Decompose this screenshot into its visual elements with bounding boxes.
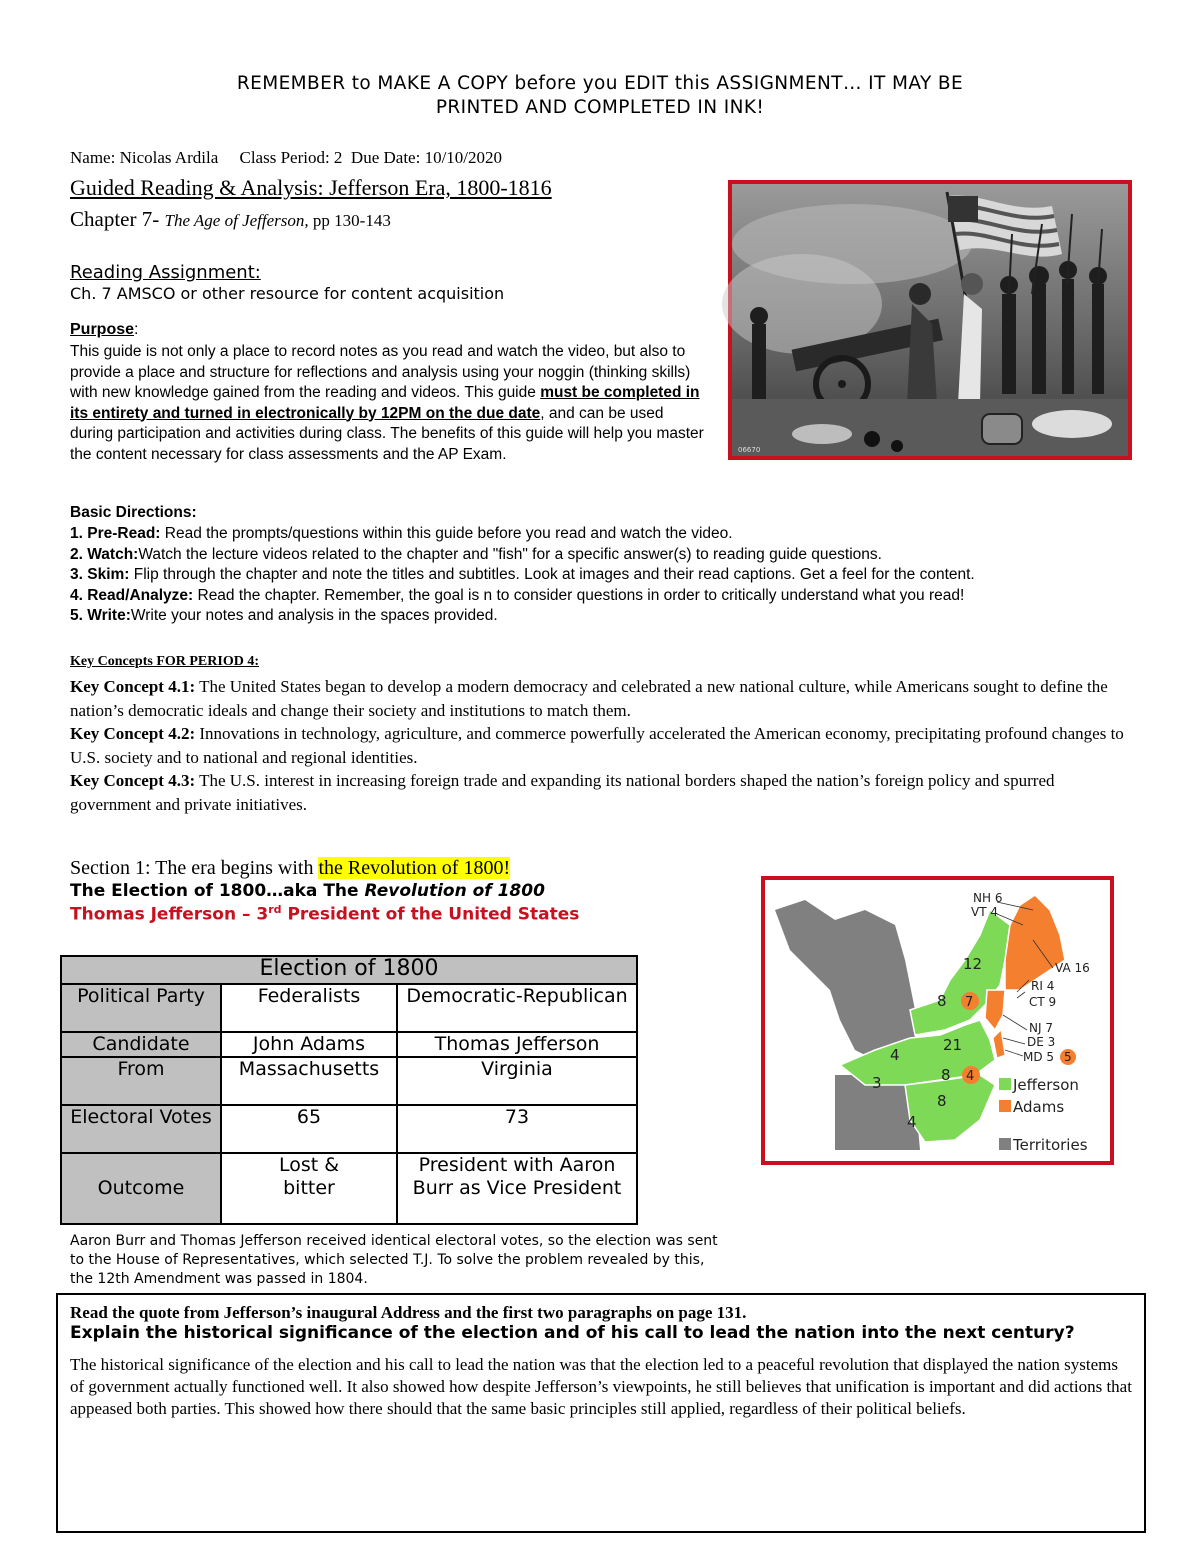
republican-cell: Thomas Jefferson xyxy=(397,1032,637,1057)
direction-text: Flip through the chapter and note the titles and subtitles. Look at images and their read captions. Get a feel for the content. xyxy=(129,566,975,583)
section-1-title-highlight: the Revolution of 1800! xyxy=(318,857,511,879)
direction-label: 2. Watch: xyxy=(70,545,139,563)
map-label-nj: NJ 7 xyxy=(1029,1021,1053,1035)
legend-territories-label: Territories xyxy=(1013,1136,1088,1154)
direction-label: 4. Read/Analyze: xyxy=(70,586,194,604)
ga-votes: 4 xyxy=(907,1113,917,1131)
purpose-heading-label: Purpose xyxy=(70,321,135,338)
table-title: Election of 1800 xyxy=(61,956,637,984)
map-label-de: DE 3 xyxy=(1027,1035,1056,1049)
row-label: Candidate xyxy=(61,1032,221,1057)
purpose-colon: : xyxy=(134,321,139,338)
adams-delaware xyxy=(993,1030,1005,1058)
row-label: From xyxy=(61,1057,221,1105)
row-label: Outcome xyxy=(61,1153,221,1224)
jefferson-line-text: Thomas Jefferson – 3 xyxy=(70,904,269,925)
key-concept-item xyxy=(70,722,1130,769)
territory-northwest xyxy=(775,900,915,1065)
md-adams-votes: 5 xyxy=(1064,1050,1072,1064)
battle-engraving-image xyxy=(732,184,1128,456)
election-map xyxy=(761,876,1114,1165)
quote-prompt: Read the quote from Jefferson’s inaugural Address and the first two paragraphs on page 131. xyxy=(70,1303,747,1322)
federalist-cell xyxy=(221,1153,397,1224)
table-row xyxy=(61,1032,637,1057)
purpose-text-1: This guide is not only a place to record notes as you read and watch the video, but also to provide a place and structure for reflections and analysis using your noggin (thinking skills) with new knowledge gained from the reading and videos. This guide xyxy=(70,343,691,401)
table-title-row xyxy=(61,956,637,984)
key-concept-label: Key Concept 4.3: xyxy=(70,771,196,790)
direction-text: Watch the lecture videos related to the chapter and "fish" for a specific answer(s) to reading guide questions. xyxy=(138,545,882,563)
section-1-subtitle xyxy=(70,881,545,901)
image-catalog-number: 06670 xyxy=(738,446,761,454)
key-concept-text: The United States began to develop a modern democracy and celebrated a new national culture, while Americans sought to define the nation’s democratic ideals and change their society and institutions to match them. xyxy=(70,677,1108,720)
analysis-question: Explain the historical significance of the election and of his call to lead the nation into the next century? xyxy=(70,1323,1075,1343)
row-label: Political Party xyxy=(61,984,221,1032)
adams-new-jersey xyxy=(985,990,1005,1030)
federalist-cell: John Adams xyxy=(221,1032,397,1057)
reading-assignment-text: Ch. 7 AMSCO or other resource for content acquisition xyxy=(70,284,505,303)
map-label-md: MD 5 xyxy=(1023,1050,1055,1064)
student-answer[interactable]: The historical significance of the election and his call to lead the nation was that the election led to a peaceful revolution that displayed the nation systems of government actually functioned well. It also showed how despite Jefferson’s viewpoints, he still believes that unification is important and did actions that appeased both parties. This showed how there should that the same basic principles still applied, regardless of their political beliefs. xyxy=(70,1355,1132,1418)
directions-heading: Basic Directions: xyxy=(70,504,197,521)
jefferson-line-ordinal: rd xyxy=(268,903,282,916)
key-concepts-heading: Key Concepts FOR PERIOD 4: xyxy=(70,654,259,669)
key-concept-item xyxy=(70,769,1130,816)
direction-item xyxy=(70,565,975,586)
election-map-graphic xyxy=(765,880,1110,1161)
nc-adams-votes: 4 xyxy=(966,1069,975,1084)
section-1-title xyxy=(70,857,510,880)
section-1-subtitle-italic: Revolution of 1800 xyxy=(364,881,545,901)
section-1-title-text: Section 1: The era begins with xyxy=(70,857,319,879)
sc-votes: 8 xyxy=(937,1092,947,1110)
republican-cell: Virginia xyxy=(397,1057,637,1105)
direction-label: 3. Skim: xyxy=(70,566,130,583)
section-1-jefferson-line xyxy=(70,903,579,925)
chapter-label: Chapter 7- xyxy=(70,207,165,231)
jefferson-southern-states xyxy=(905,1075,995,1142)
direction-item xyxy=(70,545,975,566)
key-concepts-list xyxy=(70,675,1130,816)
reading-assignment-heading: Reading Assignment: xyxy=(70,262,261,283)
direction-item xyxy=(70,586,975,607)
direction-item xyxy=(70,524,975,545)
republican-cell: President with Aaron Burr as Vice President xyxy=(397,1153,637,1224)
legend-jefferson-swatch xyxy=(999,1078,1011,1090)
direction-label: 1. Pre-Read: xyxy=(70,525,161,542)
key-concept-label: Key Concept 4.2: xyxy=(70,724,196,743)
burr-tie-note: Aaron Burr and Thomas Jefferson received identical electoral votes, so the election was sent to the House of Representatives, which selected T.J. To solve the problem revealed by this, the 12th Amendment was passed in 1804. xyxy=(70,1233,718,1287)
va-votes: 21 xyxy=(943,1036,963,1054)
direction-label: 5. Write: xyxy=(70,607,131,624)
directions-list xyxy=(70,524,975,627)
banner-line-2: PRINTED AND COMPLETED IN INK! xyxy=(435,97,765,118)
student-info-line: Name: Nicolas Ardila Class Period: 2 Due Date: 10/10/2020 xyxy=(70,148,503,167)
battle-illustration xyxy=(728,180,1132,460)
copy-reminder-banner xyxy=(0,72,1200,120)
map-label-vt: VT 4 xyxy=(971,905,998,919)
federalist-cell: Federalists xyxy=(221,984,397,1032)
chapter-pages: pp 130-143 xyxy=(308,211,391,230)
nc-jeff-votes: 8 xyxy=(941,1066,951,1084)
ky-votes: 4 xyxy=(890,1046,900,1064)
table-row xyxy=(61,1105,637,1153)
outcome-federalist: Lost & bitter xyxy=(278,1154,340,1199)
tn-votes: 3 xyxy=(872,1074,882,1092)
page-title: Guided Reading & Analysis: Jefferson Era, 1800-1816 xyxy=(70,175,552,200)
key-concept-item xyxy=(70,675,1130,722)
purpose-paragraph xyxy=(70,342,710,465)
table-row xyxy=(61,1153,637,1224)
election-1800-table xyxy=(60,955,638,1225)
map-label-ct: CT 9 xyxy=(1029,995,1057,1009)
jefferson-line-rest: President of the United States xyxy=(281,904,580,925)
map-label-ri: RI 4 xyxy=(1031,979,1055,993)
table-row xyxy=(61,1057,637,1105)
purpose-text-2: , and can be used during participation and activities during class. The benefits of this guide will help you master the content necessary for class assessments and the AP Exam. xyxy=(70,404,704,463)
map-label-ma: VA 16 xyxy=(1055,961,1090,975)
direction-item xyxy=(70,606,975,627)
legend-jefferson-label: Jefferson xyxy=(1013,1076,1079,1094)
federalist-cell: Massachusetts xyxy=(221,1057,397,1105)
pa-jeff-votes: 8 xyxy=(937,992,947,1010)
key-concept-text: Innovations in technology, agriculture, and commerce powerfully accelerated the American economy, precipitating profound changes to U.S. society and to national and regional identities. xyxy=(70,724,1124,767)
legend-adams-swatch xyxy=(999,1100,1011,1112)
row-label: Electoral Votes xyxy=(61,1105,221,1153)
pa-adams-votes: 7 xyxy=(965,995,974,1010)
purpose-heading xyxy=(70,321,138,339)
banner-line-1: REMEMBER to MAKE A COPY before you EDIT this ASSIGNMENT… IT MAY BE xyxy=(236,73,964,94)
direction-text: Read the prompts/questions within this guide before you read and watch the video. xyxy=(160,525,733,542)
chapter-title: The Age of Jefferson, xyxy=(164,211,309,230)
key-concept-label: Key Concept 4.1: xyxy=(70,677,196,696)
purpose-deadline-emphasis: must be completed in its entirety and turned in electronically by 12PM on the due date xyxy=(70,384,700,422)
ny-votes: 12 xyxy=(963,955,983,973)
republican-cell: Democratic-Republican xyxy=(397,984,637,1032)
key-concept-text: The U.S. interest in increasing foreign trade and expanding its national borders shaped the nation’s foreign policy and spurred government and private initiatives. xyxy=(70,771,1055,814)
chapter-line xyxy=(70,207,391,232)
table-row xyxy=(61,984,637,1032)
analysis-answer-box xyxy=(56,1293,1146,1533)
republican-cell: 73 xyxy=(397,1105,637,1153)
direction-text: Read the chapter. Remember, the goal is n to consider questions in order to critically understand what you read! xyxy=(193,586,965,604)
map-label-nh: NH 6 xyxy=(973,891,1003,905)
legend-territories-swatch xyxy=(999,1138,1011,1150)
federalist-cell: 65 xyxy=(221,1105,397,1153)
direction-text: Write your notes and analysis in the spaces provided. xyxy=(130,607,498,624)
legend-adams-label: Adams xyxy=(1013,1098,1065,1116)
section-1-subtitle-text: The Election of 1800…aka The xyxy=(70,881,365,901)
